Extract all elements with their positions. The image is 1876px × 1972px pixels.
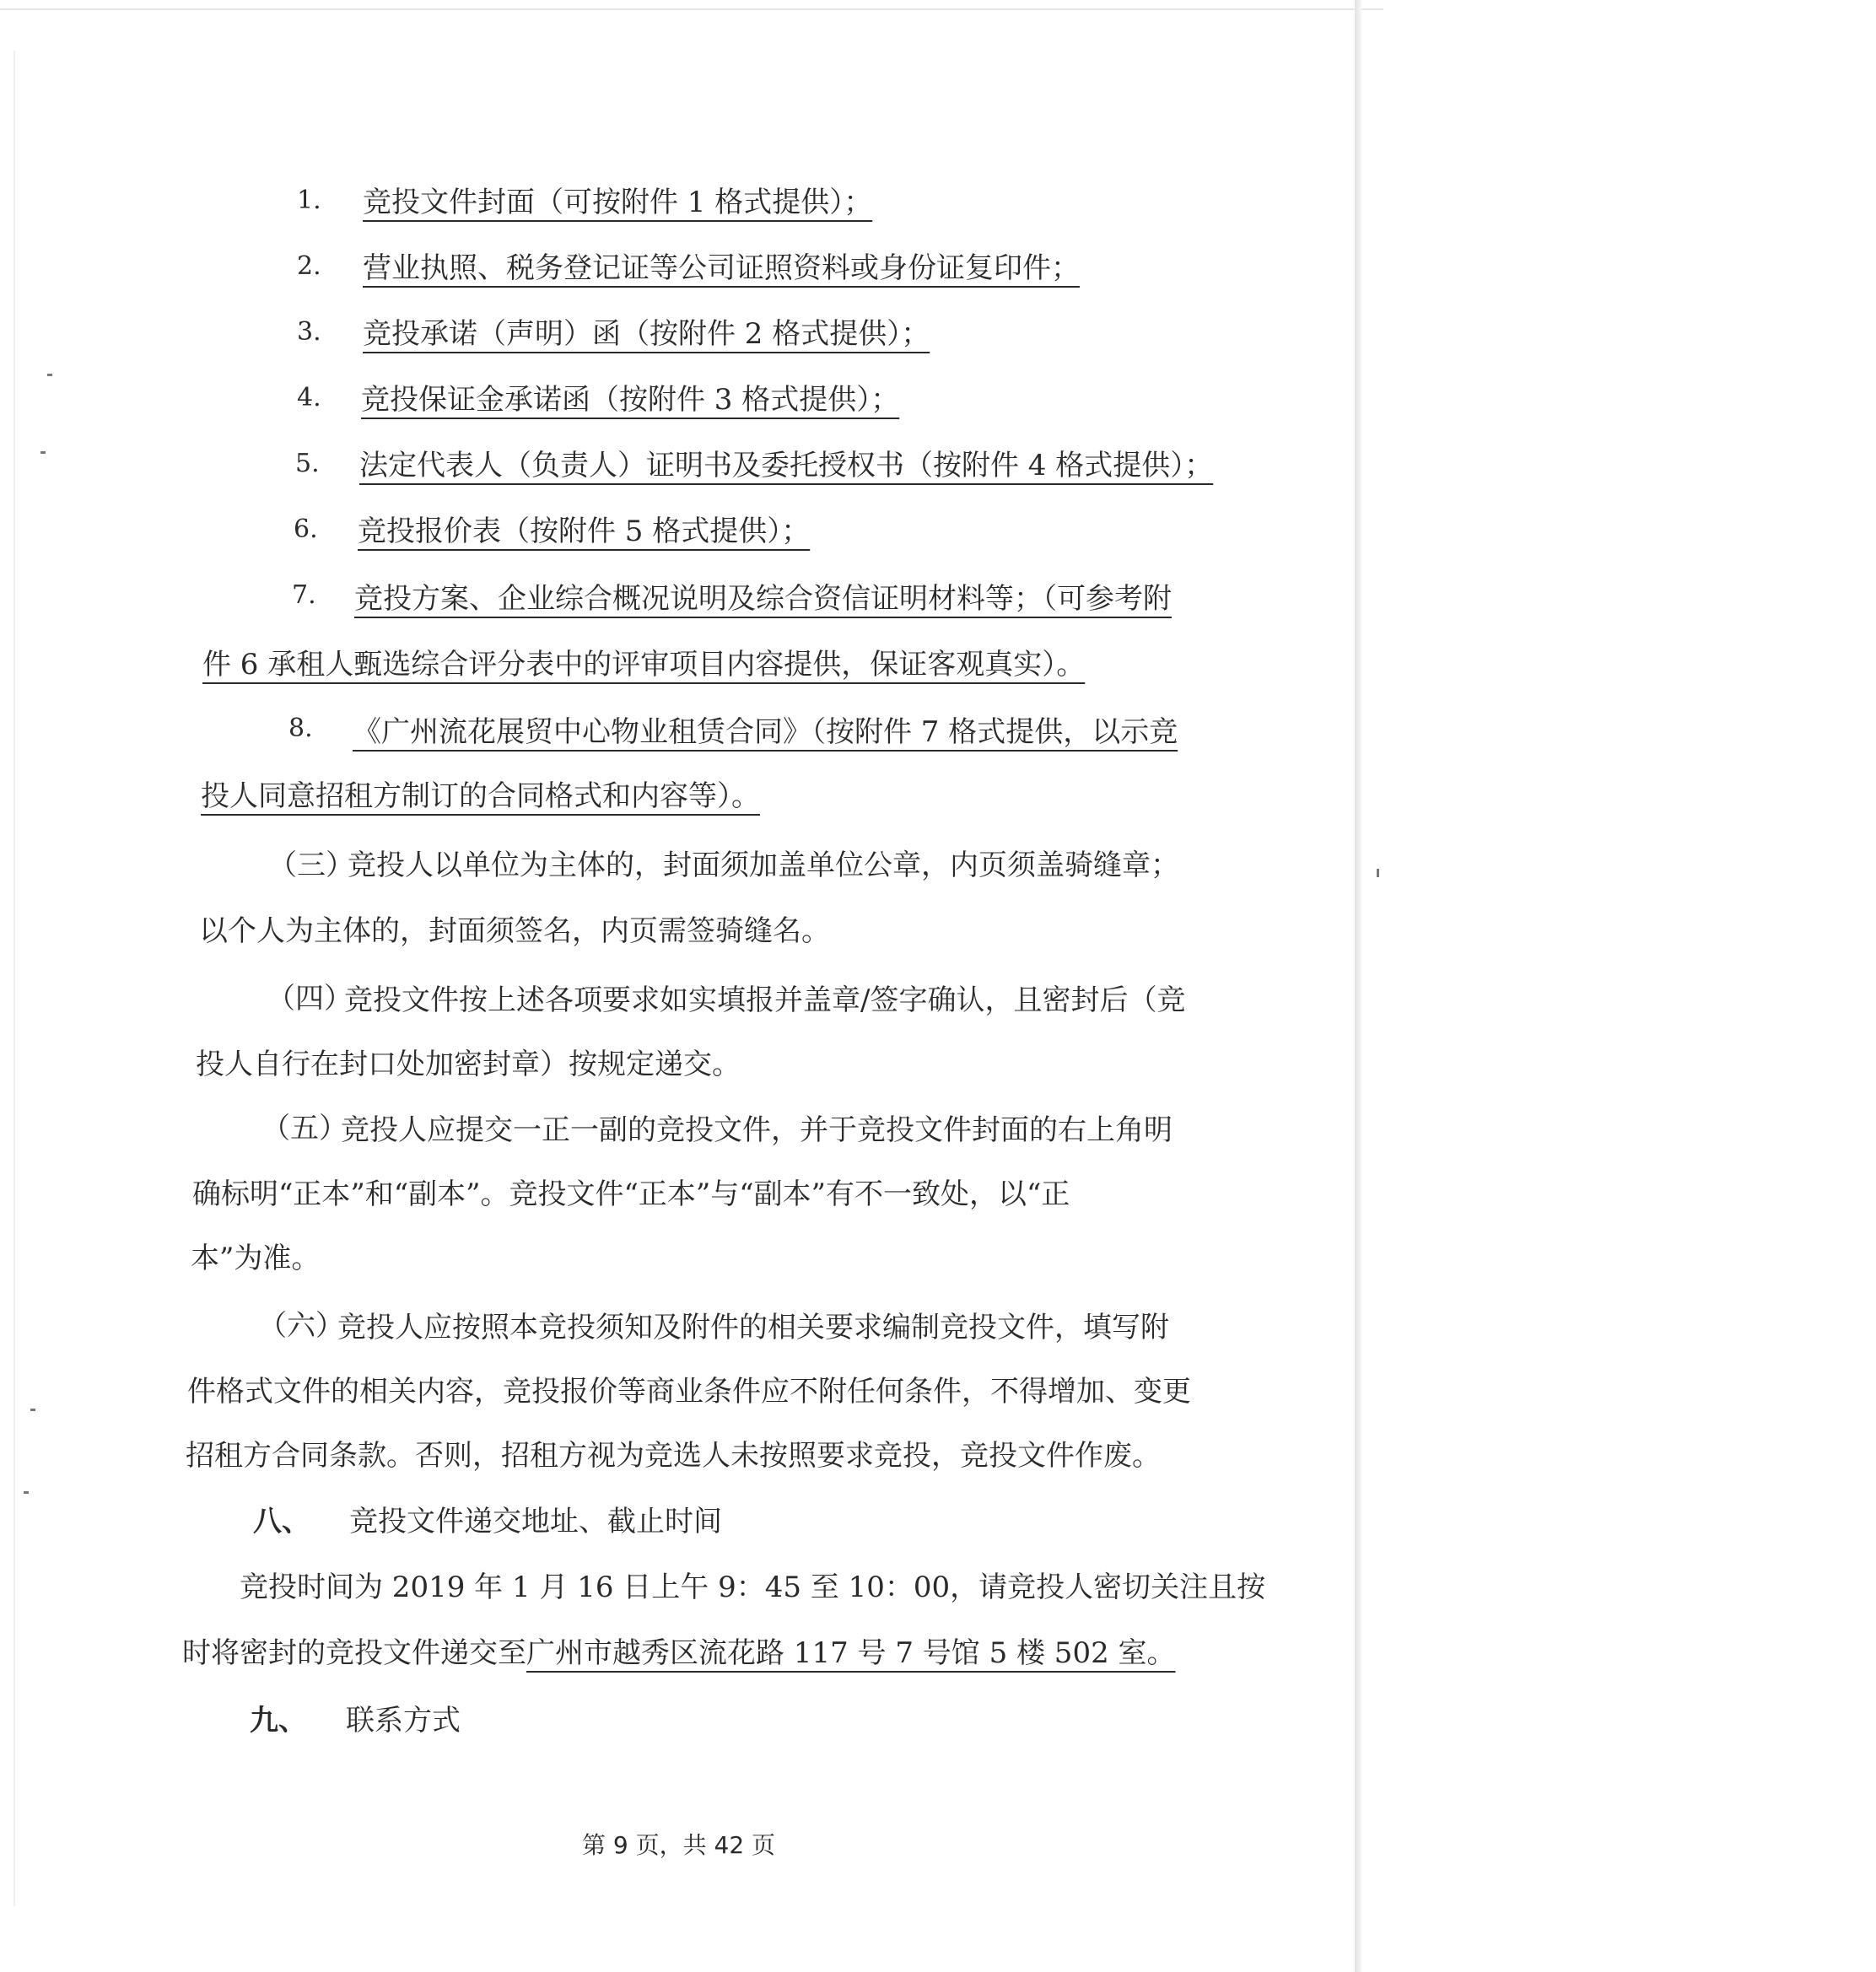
list-item-text: 《广州流花展贸中心物业租赁合同》（按附件 7 格式提供，以示竞 bbox=[353, 715, 1178, 749]
paragraph-line: 竞投时间为 2019 年 1 月 16 日上午 9：45 至 10：00，请竞投人密切关注且按 bbox=[240, 1571, 1266, 1604]
list-item-number: 2. bbox=[297, 251, 321, 281]
list-item-number: 7. bbox=[292, 580, 316, 610]
list-item-text: 营业执照、税务登记证等公司证照资料或身份证复印件； bbox=[363, 251, 1080, 285]
paragraph-label: （六） bbox=[258, 1309, 344, 1343]
section-title: 竞投文件递交地址、截止时间 bbox=[349, 1505, 722, 1538]
scan-speck bbox=[24, 1491, 29, 1494]
section-number: 九、 bbox=[250, 1704, 307, 1738]
list-item-text: 竞投承诺（声明）函（按附件 2 格式提供）； bbox=[363, 317, 930, 351]
paragraph-line: 确标明“正本”和“副本”。竞投文件“正本”与“副本”有不一致处，以“正 bbox=[192, 1177, 1070, 1211]
scan-speck bbox=[30, 1409, 35, 1411]
scan-edge-left bbox=[13, 51, 15, 1906]
paragraph-line: 招租方合同条款。否则，招租方视为竞选人未按照要求竞投，竞投文件作废。 bbox=[186, 1439, 1161, 1473]
scan-edge-right bbox=[1355, 0, 1361, 1972]
paragraph-label: （五） bbox=[261, 1112, 348, 1145]
paragraph-line: 竞投人应提交一正一副的竞投文件，并于竞投文件封面的右上角明 bbox=[341, 1113, 1172, 1147]
paragraph-line: 竞投人以单位为主体的，封面须加盖单位公章，内页须盖骑缝章； bbox=[348, 849, 1179, 882]
scan-speck bbox=[40, 451, 46, 454]
paragraph-line: 竞投人应按照本竞投须知及附件的相关要求编制竞投文件，填写附 bbox=[337, 1311, 1169, 1344]
paragraph-line bbox=[182, 1638, 1176, 1669]
address-lead-text: 时将密封的竞投文件递交至 bbox=[182, 1636, 526, 1670]
section-title: 联系方式 bbox=[346, 1704, 461, 1738]
list-item-text: 竞投方案、企业综合概况说明及综合资信证明材料等；（可参考附 bbox=[354, 582, 1172, 616]
submission-address: 广州市越秀区流花路 117 号 7 号馆 5 楼 502 室。 bbox=[526, 1636, 1176, 1670]
list-item-text-continued: 件 6 承租人甄选综合评分表中的评审项目内容提供，保证客观真实）。 bbox=[202, 648, 1086, 682]
paragraph-line: 竞投文件按上述各项要求如实填报并盖章/签字确认，且密封后（竞 bbox=[344, 983, 1186, 1017]
list-item-number: 5. bbox=[295, 449, 320, 478]
list-item-text: 竞投报价表（按附件 5 格式提供）； bbox=[358, 515, 811, 548]
paragraph-label: （四） bbox=[267, 982, 353, 1016]
list-item-text: 法定代表人（负责人）证明书及委托授权书（按附件 4 格式提供）； bbox=[359, 449, 1214, 482]
page-number: 第 9 页，共 42 页 bbox=[582, 1831, 776, 1859]
paragraph-line: 本”为准。 bbox=[191, 1242, 321, 1275]
scan-speck bbox=[47, 374, 52, 376]
section-number: 八、 bbox=[253, 1505, 310, 1538]
paragraph-line: 投人自行在封口处加密封章）按规定递交。 bbox=[196, 1048, 741, 1081]
list-item-number: 1. bbox=[297, 186, 321, 215]
list-item-number: 6. bbox=[294, 515, 318, 544]
list-item-number: 4. bbox=[297, 383, 321, 412]
section-heading-8 bbox=[253, 1498, 722, 1539]
list-item-text: 竞投保证金承诺函（按附件 3 格式提供）； bbox=[361, 383, 900, 417]
list-item-text: 竞投文件封面（可按附件 1 格式提供）； bbox=[363, 186, 873, 219]
paragraph-line: 件格式文件的相关内容，竞投报价等商业条件应不附任何条件，不得增加、变更 bbox=[187, 1375, 1191, 1409]
section-heading-9 bbox=[250, 1697, 461, 1738]
list-item-number: 3. bbox=[297, 317, 321, 347]
paragraph-line: 以个人为主体的，封面须签名，内页需签骑缝名。 bbox=[199, 914, 830, 948]
scan-edge-top bbox=[0, 8, 1383, 10]
scan-speck bbox=[1377, 869, 1379, 877]
paragraph-label: （三） bbox=[268, 849, 354, 882]
list-item-number: 8. bbox=[288, 714, 313, 743]
list-item-text-continued: 投人同意招租方制订的合同格式和内容等）。 bbox=[201, 779, 760, 813]
